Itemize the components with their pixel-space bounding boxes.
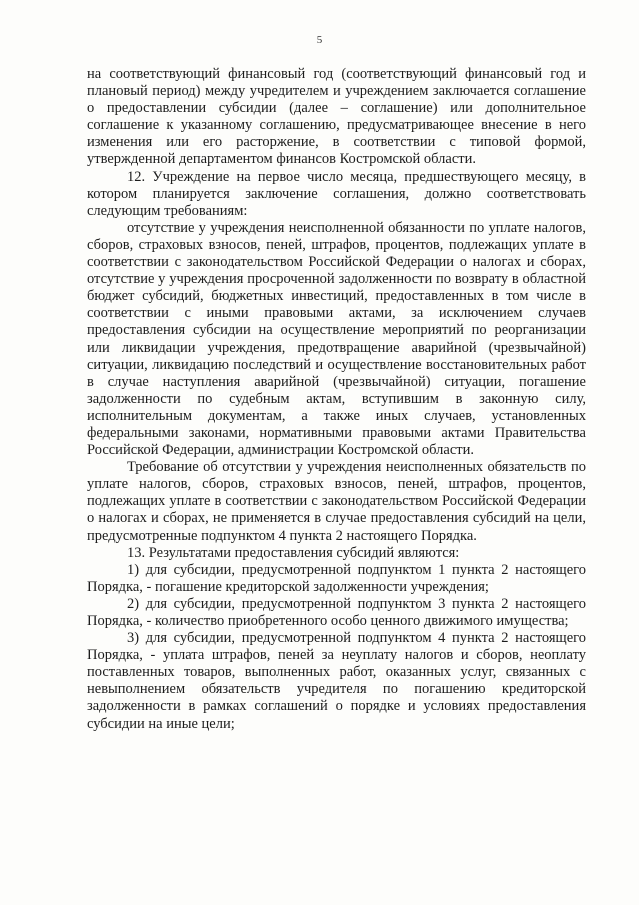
paragraph-clause-12: 12. Учреждение на первое число месяца, предшествующего месяцу, в котором планируется заключение соглашения, должно соответствовать следующим требованиям: bbox=[87, 168, 586, 219]
list-item-result-3: 3) для субсидии, предусмотренной подпунктом 4 пункта 2 настоящего Порядка, - уплата штрафов, пеней за неуплату налогов и сборов, неоплату поставленных товаров, выполненных работ, оказанных услуг, связанных с невыполнением обязательств учредителя по погашению кредиторской задолженности в рамках соглашений о порядке и условиях предоставления субсидии на иные цели; bbox=[87, 630, 586, 732]
paragraph-clause-13: 13. Результатами предоставления субсидий являются: bbox=[127, 544, 460, 561]
page-number: 5 bbox=[316, 34, 323, 46]
paragraph-requirement-exception: Требование об отсутствии у учреждения неисполненных обязательств по уплате налогов, сборов, страховых взносов, пеней, штрафов, процентов, подлежащих уплате в соответствии с законодательством Российской Федерации о налогах и сборах, не применяется в случае предоставления субсидий на цели, предусмотренные подпунктом 4 пункта 2 настоящего Порядка. bbox=[87, 459, 586, 544]
document-body bbox=[87, 66, 586, 733]
paragraph-continuation: на соответствующий финансовый год (соответствующий финансовый год и плановый период) между учредителем и учреждением заключается соглашение о предоставлении субсидии (далее – соглашение) или дополнительное соглашение к указанному соглашению, предусматривающее внесение в него изменения или его расторжение, в соответствии с типовой формой, утвержденной департаментом финансов Костромской области. bbox=[87, 66, 586, 168]
list-item-result-1: 1) для субсидии, предусмотренной подпунктом 1 пункта 2 настоящего Порядка, - погашение кредиторской задолженности учреждения; bbox=[87, 561, 586, 595]
list-item-result-2: 2) для субсидии, предусмотренной подпунктом 3 пункта 2 настоящего Порядка, - количество приобретенного особо ценного движимого имущества; bbox=[87, 595, 586, 629]
paragraph-requirements: отсутствие у учреждения неисполненной обязанности по уплате налогов, сборов, страховых взносов, пеней, штрафов, процентов, подлежащих уплате в соответствии с законодательством Российской Федерации о налогах и сборах, отсутствие у учреждения просроченной задолженности по возврату в областной бюджет субсидий, бюджетных инвестиций, предоставленных в том числе в соответствии с иными правовыми актами, за исключением случаев предоставления субсидии на осуществление мероприятий по реорганизации или ликвидации учреждения, предотвращение аварийной (чрезвычайной) ситуации, ликвидацию последствий и осуществление восстановительных работ в случае наступления аварийной (чрезвычайной) ситуации, погашение задолженности по судебным актам, вступившим в законную силу, исполнительным документам, а также иных случаев, установленных федеральными законами, нормативными правовыми актами Правительства Российской Федерации, администрации Костромской области. bbox=[87, 219, 586, 459]
